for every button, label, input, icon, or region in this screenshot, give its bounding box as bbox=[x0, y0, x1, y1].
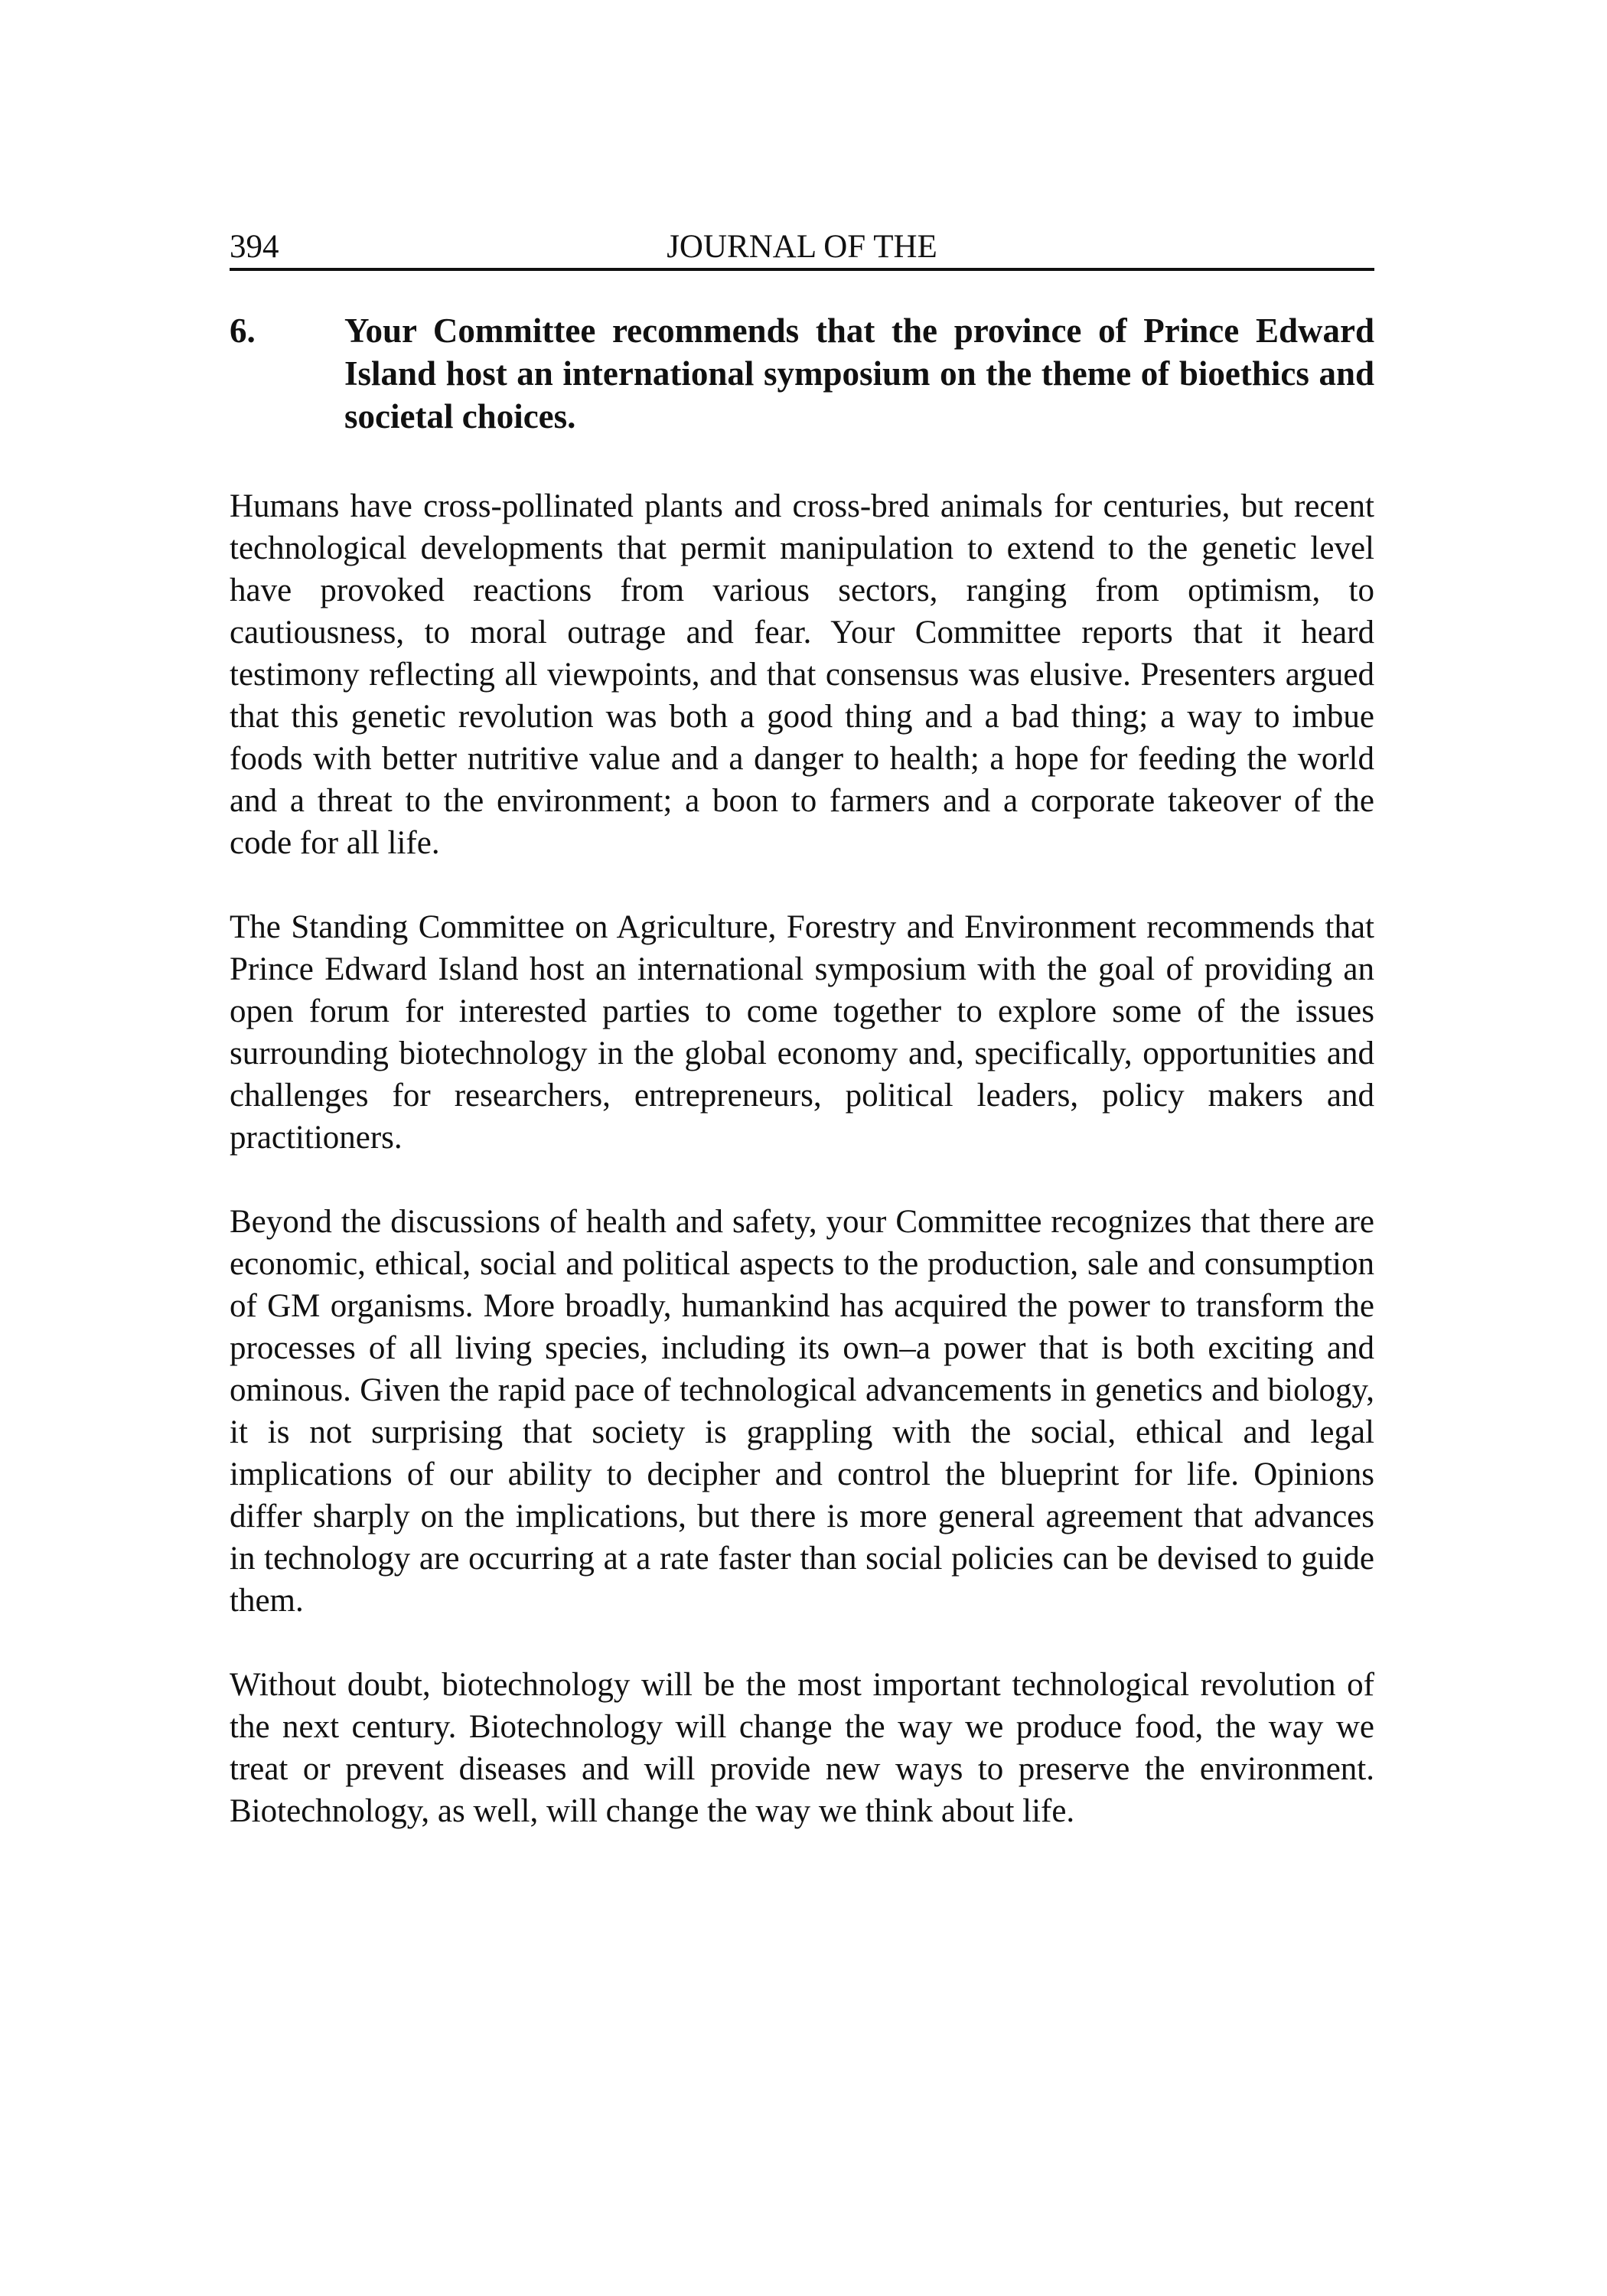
running-header bbox=[230, 227, 1374, 271]
recommendation-number: 6. bbox=[230, 311, 256, 350]
body-paragraph: Humans have cross-pollinated plants and cross-bred animals for centuries, but recent technological developments that permit manipulation to extend to the genetic level have provoked reactions from various sectors, ranging from optimism, to cautiousness, to moral outrage and fear. Your Committee reports that it heard testimony reflecting all viewpoints, and that consensus was elusive. Presenters argued that this genetic revolution was both a good thing and a bad thing; a way to imbue foods with better nutritive value and a danger to health; a hope for feeding the world and a threat to the environment; a boon to farmers and a corporate takeover of the code for all life. bbox=[230, 488, 1374, 861]
page-number: 394 bbox=[230, 229, 279, 265]
body-paragraph: The Standing Committee on Agriculture, Forestry and Environment recommends that Prince Edward Island host an international symposium with the goal of providing an open forum for interested parties to come together to explore some of the issues surrounding biotechnology in the global economy and, specifically, opportunities and challenges for researchers, entrepreneurs, political leaders, policy makers and practitioners. bbox=[230, 909, 1374, 1156]
body-paragraph: Without doubt, biotechnology will be the most important technological revolution of the next century. Biotechnology will change the way we produce food, the way we treat or prevent diseases and will provide new ways to preserve the environment. Biotechnology, as well, will change the way we think about life. bbox=[230, 1667, 1374, 1829]
journal-page bbox=[230, 227, 1374, 1832]
recommendation-text: Your Committee recommends that the province of Prince Edward Island host an international symposium on the theme of bioethics and societal choices. bbox=[344, 311, 1374, 435]
body-paragraph: Beyond the discussions of health and safety, your Committee recognizes that there are economic, ethical, social and political aspects to the production, sale and consumption of GM organisms. More broadly, humankind has acquired the power to transform the processes of all living species, including its own–a power that is both exciting and ominous. Given the rapid pace of technological advancements in genetics and biology, it is not surprising that society is grappling with the social, ethical and legal implications of our ability to decipher and control the blueprint for life. Opinions differ sharply on the implications, but there is more general agreement that advances in technology are occurring at a rate faster than social policies can be devised to guide them. bbox=[230, 1204, 1374, 1619]
journal-title: JOURNAL OF THE bbox=[667, 229, 937, 265]
recommendation-heading bbox=[230, 309, 1374, 438]
